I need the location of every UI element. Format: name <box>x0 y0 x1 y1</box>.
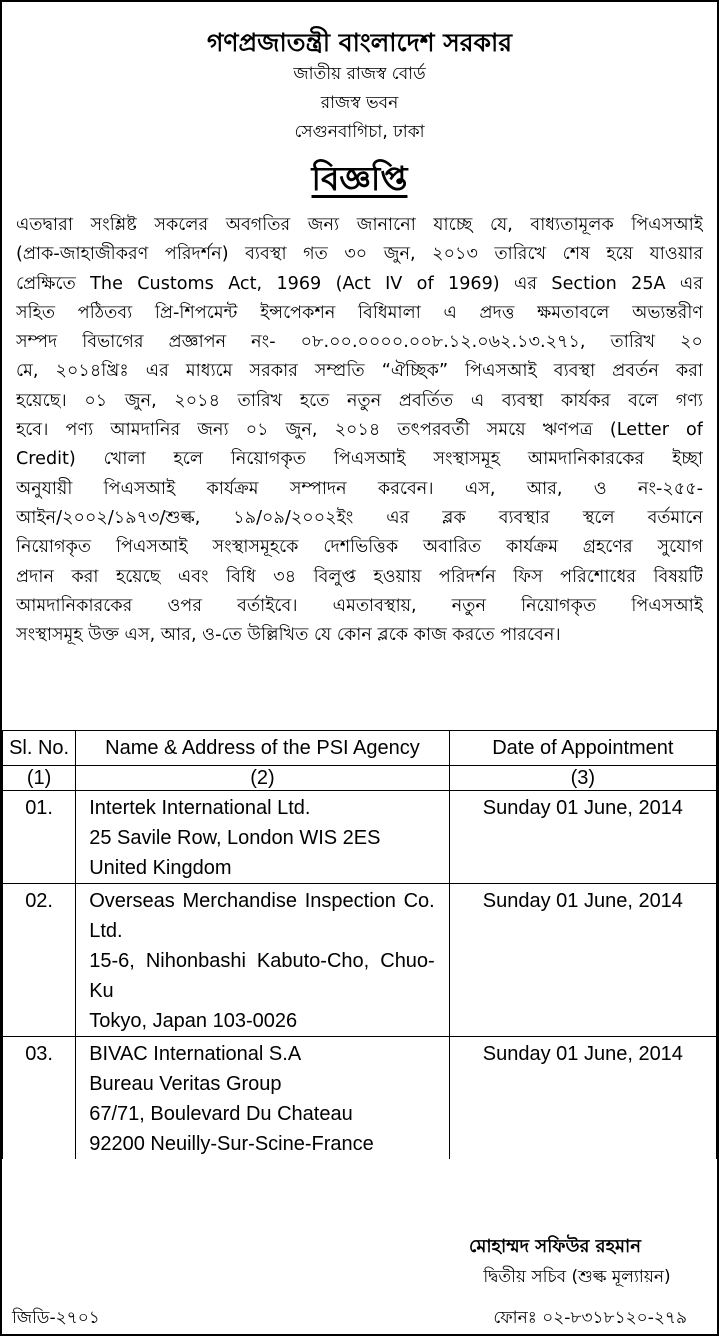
address-line: 92200 Neuilly-Sur-Scine-France <box>89 1133 374 1155</box>
address-line: BIVAC International S.A <box>89 1043 302 1065</box>
header-agency: Name & Address of the PSI Agency <box>76 731 450 766</box>
body-line: মে, ২০১৪খ্রিঃ এর মাধ্যমে সরকার সম্প্রতি “ঐচ্ছিক” পিএসআই ব্যবস্থা প্রবর্তন করা <box>16 361 703 382</box>
body-line: অনুযায়ী পিএসআই কার্যক্রম সম্পাদন করবেন। এস, আর, ও নং-২৫৫- <box>16 478 703 499</box>
notice-title: বিজ্ঞপ্তি <box>311 159 408 198</box>
body-line: আইন/২০০২/১৯৭৩/শুল্ক, ১৯/০৯/২০০২ইং এর ব্লক ব্যবস্থার স্থলে বর্তমানে <box>16 507 703 528</box>
appointment-date: Sunday 01 June, 2014 <box>449 1037 716 1160</box>
column-number: (3) <box>449 766 716 791</box>
body-line: (প্রাক-জাহাজীকরণ পরিদর্শন) ব্যবস্থা গত ৩০ জুন, ২০১৩ তারিখে শেষ হয়ে যাওয়ার <box>16 244 703 265</box>
government-name: গণপ্রজাতন্ত্রী বাংলাদেশ সরকার <box>207 28 512 57</box>
letterhead <box>2 26 717 201</box>
agency-name-address <box>76 1037 450 1160</box>
serial-number: 03. <box>3 1037 76 1160</box>
column-number-row <box>3 766 717 791</box>
address-line: Overseas Merchandise Inspection Co. Ltd. <box>89 890 435 942</box>
table-row <box>3 791 717 884</box>
header-date: Date of Appointment <box>449 731 716 766</box>
notice-body <box>16 211 703 650</box>
body-line: সম্পদ বিভাগের প্রজ্ঞাপন নং- ০৮.০০.০০০০.০০৮.১২.০৬২.১৩.২৭১, তারিখ ২০ <box>16 332 703 353</box>
appointment-date: Sunday 01 June, 2014 <box>449 884 716 1037</box>
address-line: 25 Savile Row, London WIS 2ES <box>89 827 381 849</box>
body-line: সহিত পঠিতব্য প্রি-শিপমেন্ট ইন্সপেকশন বিধিমালা এ প্রদত্ত ক্ষমতাবলে অভ্যন্তরীণ <box>16 302 703 323</box>
signatory-designation: দ্বিতীয় সচিব (শুল্ক মূল্যায়ন) <box>483 1267 671 1287</box>
building-name: রাজস্ব ভবন <box>320 93 399 113</box>
body-line: প্রদান করা হয়েছে এবং বিধি ৩৪ বিলুপ্ত হওয়ায় পরিদর্শন ফিস পরিশোধের বিষয়টি <box>16 566 703 587</box>
address-line: Bureau Veritas Group <box>89 1073 282 1095</box>
phone-number: ফোনঃ ০২-৮৩১৮১২০-২৭৯ <box>493 1308 687 1328</box>
agency-name-address <box>76 791 450 884</box>
gd-number: জিডি-২৭০১ <box>12 1308 100 1328</box>
body-line: Credit) খোলা হলে নিয়োগকৃত পিএসআই সংস্থাসমূহ আমদানিকারকের ইচ্ছা <box>16 449 703 470</box>
body-line: সংস্থাসমূহ উক্ত এস, আর, ও-তে উল্লিখিত যে কোন ব্লকে কাজ করতে পারবেন। <box>16 625 561 646</box>
table-row <box>3 1037 717 1160</box>
serial-number: 01. <box>3 791 76 884</box>
body-line: হবে। পণ্য আমদানির জন্য ০১ জুন, ২০১৪ তৎপরবর্তী সময়ে ঋণপত্র (Letter of <box>16 420 703 441</box>
appointment-date: Sunday 01 June, 2014 <box>449 791 716 884</box>
address-line: 67/71, Boulevard Du Chateau <box>89 1103 353 1125</box>
header-sl-no: Sl. No. <box>3 731 76 766</box>
address-line: United Kingdom <box>89 857 232 879</box>
address-line: Intertek International Ltd. <box>89 797 311 819</box>
body-line: প্রেক্ষিতে The Customs Act, 1969 (Act IV of 1969) এর Section 25A এর <box>16 273 703 294</box>
body-line: এতদ্বারা সংশ্লিষ্ট সকলের অবগতির জন্য জানানো যাচ্ছে যে, বাধ্যতামূলক পিএসআই <box>16 215 703 235</box>
agency-name-address <box>76 884 450 1037</box>
board-name: জাতীয় রাজস্ব বোর্ড <box>293 64 426 84</box>
address-line: 15-6, Nihonbashi Kabuto-Cho, Chuo-Ku <box>89 950 435 1002</box>
address-line: Tokyo, Japan 103-0026 <box>89 1010 298 1032</box>
signature-block <box>469 1232 671 1292</box>
column-number: (1) <box>3 766 76 791</box>
body-line: হয়েছে। ০১ জুন, ২০১৪ তারিখ হতে নতুন প্রবর্তিত এ ব্যবস্থা কার্যকর বলে গণ্য <box>16 390 703 411</box>
psi-agency-table <box>2 730 717 1159</box>
body-line: আমদানিকারকের ওপর বর্তাইবে। এমতাবস্থায়, নতুন নিয়োগকৃত পিএসআই <box>16 595 703 616</box>
body-line: নিয়োগকৃত পিএসআই সংস্থাসমূহকে দেশভিত্তিক অবারিত কার্যক্রম গ্রহণের সুযোগ <box>16 537 703 558</box>
office-address: সেগুনবাগিচা, ঢাকা <box>294 122 425 142</box>
signatory-name: মোহাম্মদ সফিউর রহমান <box>469 1236 641 1257</box>
table-row <box>3 884 717 1037</box>
serial-number: 02. <box>3 884 76 1037</box>
table-header-row <box>3 731 717 766</box>
column-number: (2) <box>76 766 450 791</box>
